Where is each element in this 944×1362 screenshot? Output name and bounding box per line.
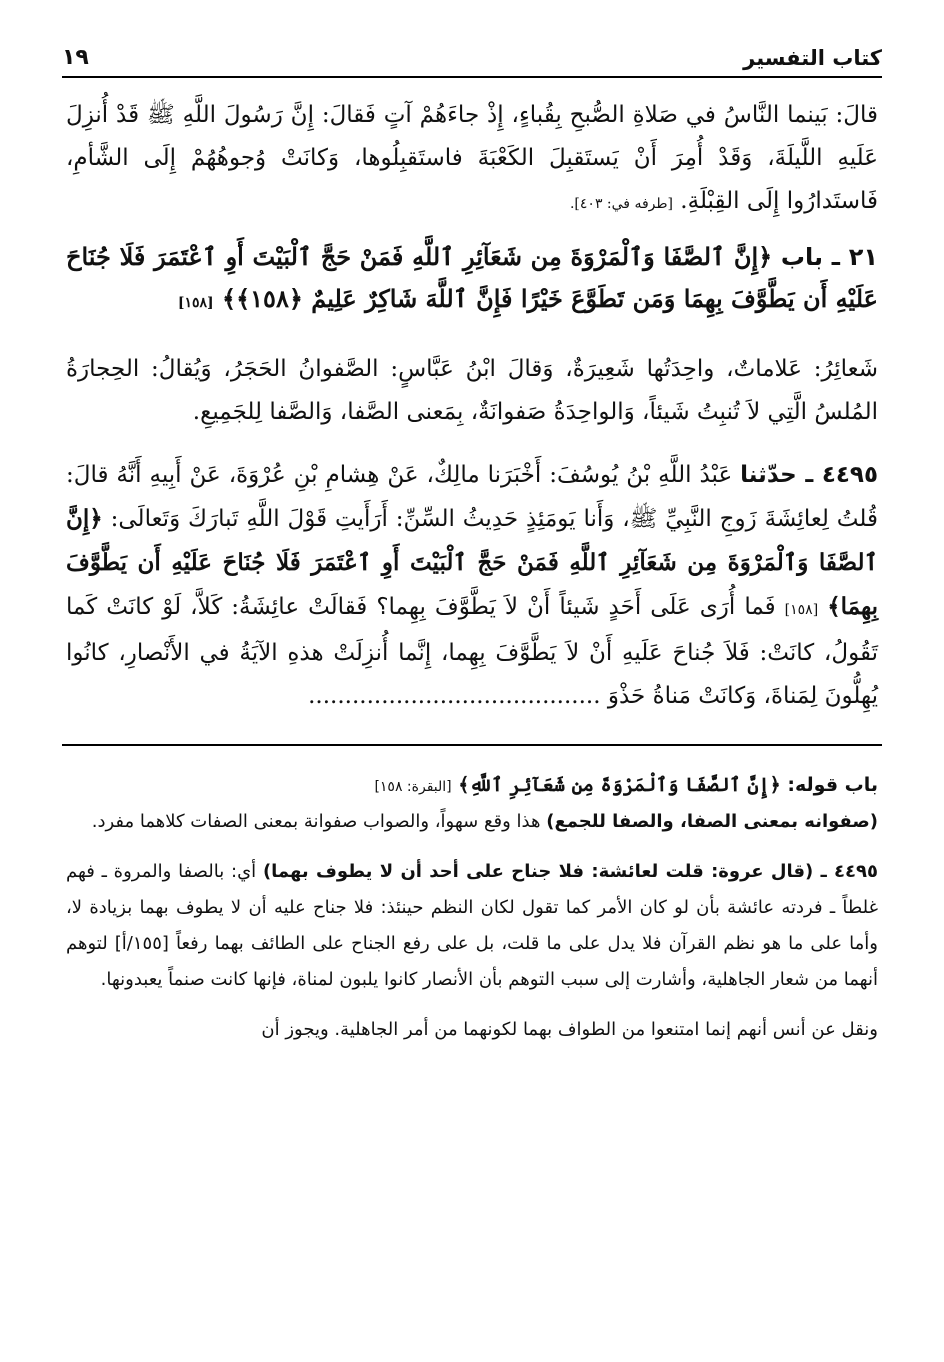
hadith-paragraph (66, 454, 878, 718)
commentary-heading-verse: ﴿إِنَّ ٱلصَّفَا وَٱلْمَرْوَةَ مِن شَعَآئِرِ ٱللَّهِ﴾ (458, 774, 781, 796)
hadith-number: ٤٤٩٥ ـ حدّثنا (740, 462, 878, 488)
commentary-heading (66, 768, 878, 804)
book-title: كتاب التفسير (743, 46, 882, 70)
commentary-quote-2: ٤٤٩٥ ـ (قال عروة: قلت لعائشة: فلا جناح على أحد أن لا يطوف بهما) (262, 861, 878, 882)
hadith-verse: ﴿إِنَّ ٱلصَّفَا وَٱلْمَرْوَةَ مِن شَعَآئِرِ ٱللَّهِ فَمَنْ حَجَّ ٱلْبَيْتَ أَوِ ٱعْتَمَرَ فَلَا جُنَاحَ عَلَيْهِ أَن يَطَّوَّفَ بِهِمَا﴾ (66, 505, 878, 620)
chapter-verse: ﴿إِنَّ ٱلصَّفَا وَٱلْمَرْوَةَ مِن شَعَآئِرِ ٱللَّهِ فَمَنْ حَجَّ ٱلْبَيْتَ أَوِ ٱعْتَمَرَ فَلَا جُنَاحَ عَلَيْهِ أَن يَطَّوَّفَ بِهِمَا وَمَن تَطَوَّعَ خَيْرًا فَإِنَّ ٱللَّهَ شَاكِرٌ عَلِيمٌ ﴿١٥٨﴾﴾ (66, 242, 878, 313)
verse-reference: [١٥٨] (177, 295, 214, 311)
chapter-number: ٢١ ـ باب (780, 243, 879, 271)
commentary-heading-reference: [البقرة: ١٥٨] (374, 779, 452, 795)
hadith-verse-reference: [١٥٨] (784, 602, 819, 618)
page-header (62, 30, 882, 78)
gloss-paragraph: شَعائِرُ: عَلاماتٌ، واحِدَتُها شَعِيرَةٌ، وَقالَ ابْنُ عَبَّاسٍ: الصَّفوانُ الحَجَرُ، وَيُقالُ: الحِجارَةُ المُلسُ الَّتِي لاَ تُنبِتُ شَيئاً، وَالواحِدَةُ صَفوانَةٌ، بِمَعنى الصَّفا، وَالصَّفا لِلجَمِيعِ. (66, 356, 878, 425)
commentary-paragraph-3: ونقل عن أنس أنهم إنما امتنعوا من الطواف بهما لكونهما من أمر الجاهلية. ويجوز أن (261, 1019, 878, 1040)
top-paragraph-text: قالَ: بَينما النَّاسُ في صَلاةِ الصُّبحِ بِقُباءٍ، إِذْ جاءَهُمْ آتٍ فَقالَ: إِنَّ رَسُولَ اللَّهِ ﷺ قَدْ أُنزِلَ عَلَيهِ اللَّيلَةَ، وَقَدْ أُمِرَ أَنْ يَستَقبِلَ الكَعْبَةَ فاستَقبِلُوها، وَكانَتْ وُجوهُهُمْ إِلَى الشَّأمِ، فَاستَدارُوا إِلَى القِبْلَةِ. (66, 102, 878, 214)
commentary-paragraph-1 (66, 804, 878, 840)
commentary-text-1: هذا وقع سهواً، والصواب صفوانة بمعنى الصفات كلاهما مفرد. (91, 811, 541, 832)
commentary-quote-1: (صفوانه بمعنى الصفا، والصفا للجمع) (546, 811, 878, 832)
footnote-divider (62, 744, 882, 746)
hadith-text-1: عَبْدُ اللَّهِ بْنُ يُوسُفَ: أَخْبَرَنا مالِكٌ، عَنْ هِشامِ بْنِ عُرْوَةَ، عَنْ أَبِيهِ أَنَّهُ قالَ: قُلتُ لِعائِشَةَ زَوجِ النَّبِيِّ ﷺ، وَأَنا يَومَئِذٍ حَدِيثُ السِّنِّ: أَرَأَيتِ قَوْلَ اللَّهِ تَبارَكَ وَتَعالَى: (66, 462, 878, 532)
commentary-paragraph-2 (66, 854, 878, 998)
hadith-text-2: فَما أُرَى عَلَى أَحَدٍ شَيئاً أَنْ لاَ يَطَّوَّفَ بِهِما؟ فَقالَتْ عائِشَةُ: كَلاَّ، لَوْ كانَتْ كَما تَقُولُ، كانَتْ: فَلاَ جُناحَ عَلَيهِ أَنْ لاَ يَطَّوَّفَ بِهِما، إِنَّما أُنزِلَتْ هذهِ الآيَةُ في الأَنْصارِ، كانُوا يُهِلُّونَ لِمَناةَ، وَكانَتْ مَناةُ حَذْوَ ........................................ (66, 594, 878, 709)
top-paragraph (66, 94, 878, 226)
page-number: ١٩ (62, 45, 89, 70)
commentary-text-2: أي: بالصفا والمروة ـ فهم غلطاً ـ فردته عائشة بأن لو كان الأمر كما تقول لكان النظم حينئذ: فلا جناح عليه أن لا يطوف بهما بزيادة لا، وأما على ما هو نظم القرآن فلا يدل على ما قلت، بل على رفع الجناح على الطائف بهما رفعاً [١٥٥/أ] لتوهم أنهما من شعار الجاهلية، وأشارت إلى سبب التوهم بأن الأنصار كانوا يلبون لمناة، فإنها كانت صنماً يعبدونها. (66, 861, 879, 990)
commentary-heading-label: باب قوله: (787, 774, 878, 796)
cross-reference: [طرفه في: ٤٠٣]. (569, 196, 673, 212)
chapter-heading (66, 236, 878, 324)
